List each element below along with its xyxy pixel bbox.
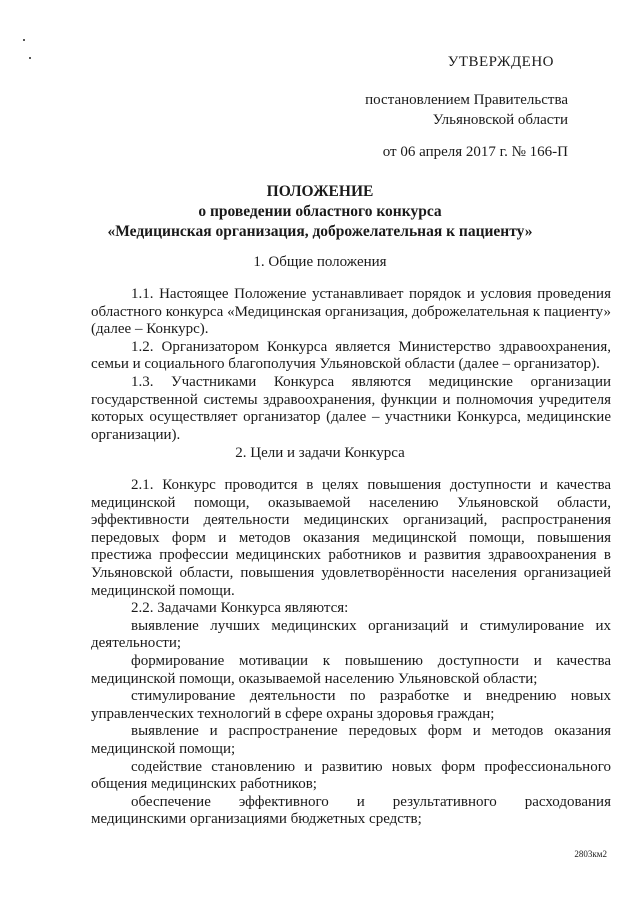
task-item: обеспечение эффективного и результативного расходования медицинскими организациями бюджетных средств; [91, 793, 611, 828]
approval-line: Ульяновской области [432, 112, 568, 128]
title-main: ПОЛОЖЕНИЕ [266, 183, 374, 200]
section-heading: 1. Общие положения [253, 254, 387, 270]
paragraph: 1.3. Участниками Конкурса являются медицинские организации государственной системы здравоохранения, функции и полномочия учредителя которых осуществляет организатор (далее – участники Конкурса, медицинские организации). [91, 373, 611, 443]
approval-line: постановлением Правительства [365, 92, 568, 108]
task-item: выявление и распространение передовых форм и методов оказания медицинской помощи; [91, 723, 611, 757]
title-subtitle: о проведении областного конкурса [198, 203, 442, 220]
approval-stamp [328, 52, 568, 162]
paragraph: 2.2. Задачами Конкурса являются: [131, 600, 349, 617]
approval-date: от 06 апреля 2017 г. № 166-П [382, 144, 568, 160]
section-2-body [91, 477, 611, 829]
paragraph: 1.2. Организатором Конкурса является Министерство здравоохранения, семьи и социального благополучия Ульяновской области (далее – организатор). [91, 338, 611, 373]
task-item: содействие становлению и развитию новых форм профессионального общения медицинских работников; [91, 758, 611, 793]
approval-title: УТВЕРЖДЕНО [447, 54, 554, 70]
task-item: стимулирование деятельности по разработке и внедрению новых управленческих технологий в сфере охраны здоровья граждан; [91, 688, 611, 722]
paragraph: 1.1. Настоящее Положение устанавливает порядок и условия проведения областного конкурса «Медицинская организация, доброжелательная к пациенту» (далее – Конкурс). [91, 286, 611, 338]
document-title [0, 182, 640, 242]
task-item: формирование мотивации к повышению доступности и качества медицинской помощи, оказываемой населению Ульяновской области; [91, 652, 611, 687]
task-item: выявление лучших медицинских организаций и стимулирование их деятельности; [91, 617, 611, 652]
section-heading: 2. Цели и задачи Конкурса [235, 445, 405, 461]
title-subtitle: «Медицинская организация, доброжелательная к пациенту» [107, 223, 533, 240]
paragraph: 2.1. Конкурс проводится в целях повышения доступности и качества медицинской помощи, оказываемой населению Ульяновской области, эффективности деятельности медицинских организаций, распространения передовых форм и методов оказания медицинской помощи, повышения престижа профессии медицинских работников и развития здравоохранения в Ульяновской области, повышения удовлетворённости населения организацией медицинской помощи. [91, 477, 611, 599]
footer-code: 2803км2 [574, 849, 607, 859]
scan-speck [23, 39, 25, 41]
scan-speck [29, 57, 31, 59]
section-1-body [91, 286, 611, 444]
